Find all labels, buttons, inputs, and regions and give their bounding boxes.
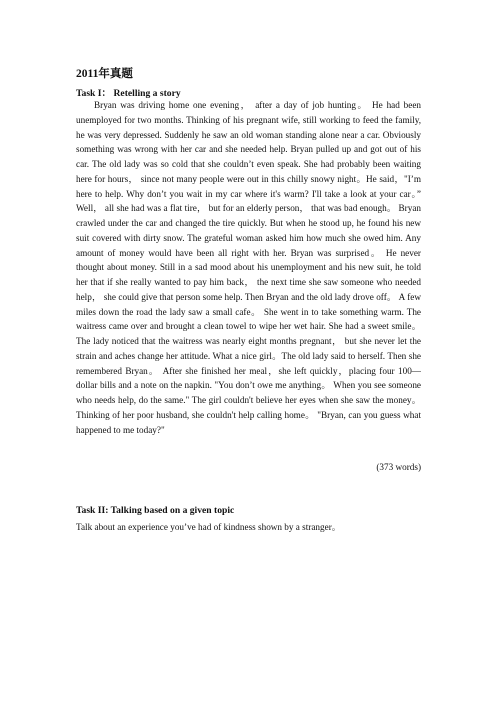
story-paragraph: Bryan was driving home one evening， after a day of job hunting。 He had been unemployed for two months. Thinking of his pregnant wife, still working to feed the family, he was very depressed. Suddenly he saw an old woman standing alone near a car. Obviously something was wrong with her car and she needed help. Bryan pulled up and got out of his car. The old lady was so cold that she couldn’t even speak. She had probably been waiting here for hours， since not many people were out in this chilly snowy night。He said，"I’m here to help. Why don’t you wait in my car where it's warm? I'll take a look at your car。” Well， all she had was a flat tire， but for an elderly person， that was bad enough。 Bryan crawled under the car and changed the tire quickly. But when he stood up, he found his new suit covered with dirty snow. The grateful woman asked him how much she owed him. Any amount of money would have been all right with her. Bryan was surprised。 He never thought about money. Still in a sad mood about his unemployment and his new suit, he told her that if she really wanted to pay him back， the next time she saw someone who needed help， she could give that person some help. Then Bryan and the old lady drove off。 A few miles down the road the lady saw a small cafe。 She went in to take something warm. The waitress came over and brought a clean towel to wipe her wet hair. She had a sweet smile。 The lady noticed that the waitress was nearly eight months pregnant， but she never let the strain and aches change her attitude. What a nice girl。The old lady said to herself. Then she remembered Bryan。 After she finished her meal，she left quickly，placing four 100—dollar bills and a note on the napkin. "You don’t owe me anything。 When you see someone who needs help, do the same." The girl couldn't believe her eyes when she saw the money。 Thinking of her poor husband, she couldn't help calling home。 "Bryan, can you guess what happened to me today?" [76, 100, 421, 435]
task2-heading: Task II: Talking based on a given topic [76, 505, 235, 516]
word-count: (373 words) [376, 462, 421, 472]
task2-topic: Talk about an experience you’ve had of kindness shown by a stranger。 [76, 522, 341, 532]
task1-heading: Task I： Retelling a story [76, 88, 181, 99]
page-title: 2011年真题 [76, 68, 133, 80]
